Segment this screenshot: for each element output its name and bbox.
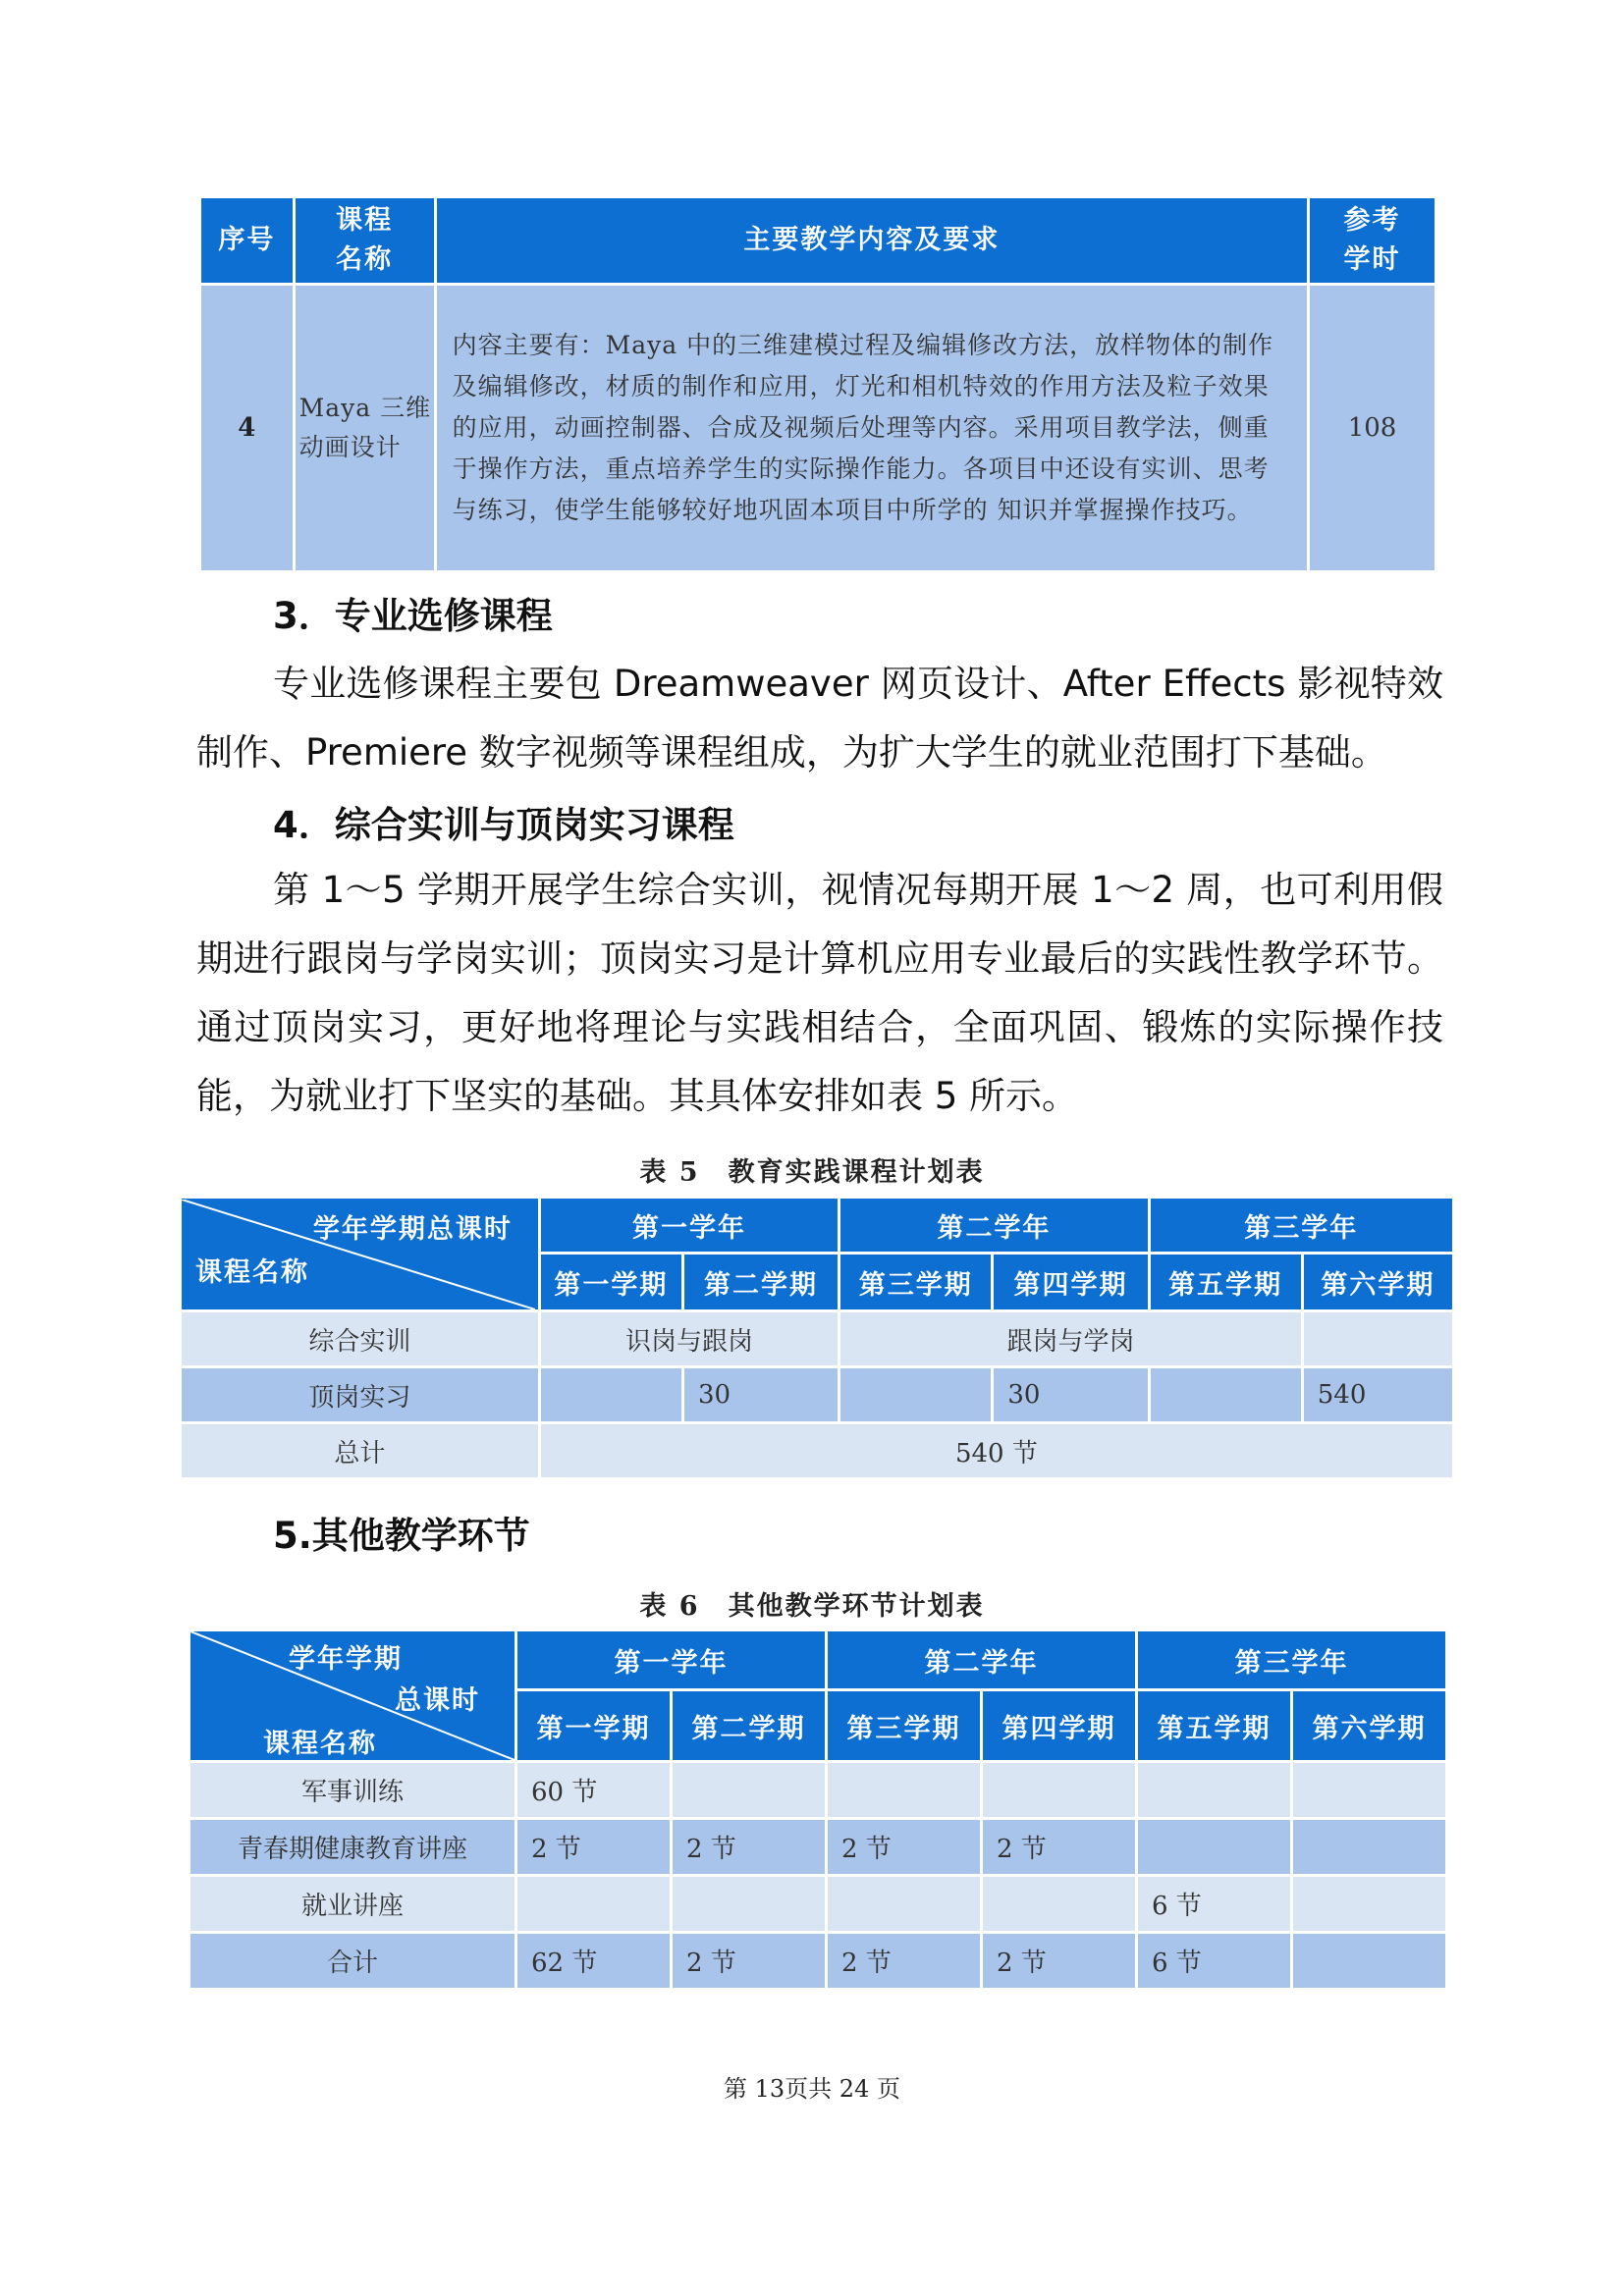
cell bbox=[1151, 1368, 1301, 1421]
table-6-caption: 表 6 其他教学环节计划表 bbox=[639, 1591, 985, 1622]
row-name: 就业讲座 bbox=[190, 1877, 514, 1931]
table-row bbox=[190, 1820, 1445, 1874]
term-4-header: 第四学期 bbox=[983, 1691, 1135, 1760]
corner-bottom-label: 课程名称 bbox=[195, 1256, 309, 1288]
term-1-header: 第一学期 bbox=[517, 1691, 670, 1760]
table-row bbox=[190, 1763, 1445, 1817]
cell: 识岗与跟岗 bbox=[541, 1312, 838, 1365]
row-name: 顶岗实习 bbox=[182, 1368, 538, 1421]
section-3-heading: 3．专业选修课程 bbox=[273, 595, 553, 637]
cell bbox=[1138, 1820, 1290, 1874]
cell: 2 节 bbox=[828, 1934, 980, 1988]
section-5-heading: 5.其他教学环节 bbox=[273, 1515, 530, 1557]
year-2-header: 第二学年 bbox=[840, 1199, 1147, 1252]
cell bbox=[1293, 1877, 1445, 1931]
row-name: 军事训练 bbox=[190, 1763, 514, 1817]
cell: 62 节 bbox=[517, 1934, 670, 1988]
corner-top-label: 学年学期 bbox=[289, 1644, 403, 1675]
cell bbox=[828, 1877, 980, 1931]
table-row bbox=[190, 1877, 1445, 1931]
section-4-paragraph: 第 1～5 学期开展学生综合实训，视情况每期开展 1～2 周，也可利用假期进行跟岗与学岗实训；顶岗实习是计算机应用专业最后的实践性教学环节。通过顶岗实习，更好地将理论与实践相结合，全面巩固、锻炼的实际操作技能，为就业打下坚实的基础。其具体安排如表 5 所示。 bbox=[196, 869, 1443, 1117]
corner-bottom-label: 课程名称 bbox=[263, 1729, 377, 1759]
year-3-header: 第三学年 bbox=[1151, 1199, 1452, 1252]
year-2-header: 第二学年 bbox=[828, 1631, 1135, 1688]
cell bbox=[541, 1368, 681, 1421]
header-course-name: 课程 名称 bbox=[296, 198, 434, 283]
table-row bbox=[190, 1934, 1445, 1988]
cell bbox=[1293, 1820, 1445, 1874]
cell bbox=[517, 1877, 670, 1931]
cell bbox=[983, 1877, 1135, 1931]
term-6-header: 第六学期 bbox=[1304, 1255, 1452, 1309]
cell: 540 bbox=[1304, 1368, 1452, 1421]
row-name: 青春期健康教育讲座 bbox=[190, 1820, 514, 1874]
table-row bbox=[182, 1368, 1452, 1421]
course-table bbox=[198, 195, 1437, 573]
cell: 540 节 bbox=[541, 1424, 1452, 1477]
header-hours: 参考 学时 bbox=[1310, 198, 1435, 283]
cell: 6 节 bbox=[1138, 1934, 1290, 1988]
cell bbox=[1138, 1763, 1290, 1817]
cell: 30 bbox=[994, 1368, 1147, 1421]
cell: 2 节 bbox=[983, 1934, 1135, 1988]
table-5-corner-header bbox=[182, 1199, 538, 1309]
row-description: 内容主要有：Maya 中的三维建模过程及编辑修改方法，放样物体的制作及编辑修改，材质的制作和应用，灯光和相机特效的作用方法及粒子效果的应用，动画控制器、合成及视频后处理等内容。采用项目教学法，侧重于操作方法，重点培养学生的实际操作能力。各项目中还设有实训、思考与练习，使学生能够较好地巩固本项目中所学的 知识并掌握操作技巧。 bbox=[437, 286, 1307, 570]
cell: 跟岗与学岗 bbox=[840, 1312, 1301, 1365]
table-row bbox=[182, 1424, 1452, 1477]
cell: 2 节 bbox=[673, 1934, 825, 1988]
table-row bbox=[182, 1312, 1452, 1365]
row-no: 4 bbox=[201, 286, 293, 570]
cell bbox=[828, 1763, 980, 1817]
row-name: 合计 bbox=[190, 1934, 514, 1988]
cell bbox=[840, 1368, 991, 1421]
row-course-name: Maya 三维 动画设计 bbox=[296, 286, 434, 570]
header-content: 主要教学内容及要求 bbox=[437, 198, 1307, 283]
cell: 2 节 bbox=[517, 1820, 670, 1874]
cell bbox=[673, 1877, 825, 1931]
other-plan-table bbox=[188, 1629, 1448, 1991]
header-no: 序号 bbox=[201, 198, 293, 283]
cell: 30 bbox=[684, 1368, 838, 1421]
row-name: 总计 bbox=[182, 1424, 538, 1477]
cell bbox=[1293, 1934, 1445, 1988]
term-5-header: 第五学期 bbox=[1138, 1691, 1290, 1760]
cell: 60 节 bbox=[517, 1763, 670, 1817]
table-6-corner-header bbox=[190, 1631, 514, 1760]
cell bbox=[673, 1763, 825, 1817]
corner-top-label: 学年学期总课时 bbox=[312, 1213, 513, 1245]
practice-plan-table bbox=[179, 1196, 1455, 1480]
term-5-header: 第五学期 bbox=[1151, 1255, 1301, 1309]
year-1-header: 第一学年 bbox=[517, 1631, 825, 1688]
term-2-header: 第二学期 bbox=[684, 1255, 838, 1309]
term-3-header: 第三学期 bbox=[840, 1255, 991, 1309]
cell: 6 节 bbox=[1138, 1877, 1290, 1931]
page-footer: 第 13页共 24 页 bbox=[724, 2075, 900, 2103]
cell: 2 节 bbox=[673, 1820, 825, 1874]
term-2-header: 第二学期 bbox=[673, 1691, 825, 1760]
cell bbox=[1293, 1763, 1445, 1817]
row-hours: 108 bbox=[1310, 286, 1435, 570]
corner-mid-label: 总课时 bbox=[395, 1685, 480, 1716]
year-1-header: 第一学年 bbox=[541, 1199, 838, 1252]
table-5-caption: 表 5 教育实践课程计划表 bbox=[639, 1157, 985, 1188]
row-name: 综合实训 bbox=[182, 1312, 538, 1365]
term-6-header: 第六学期 bbox=[1293, 1691, 1445, 1760]
term-1-header: 第一学期 bbox=[541, 1255, 681, 1309]
section-4-heading: 4．综合实训与顶岗实习课程 bbox=[273, 804, 734, 846]
cell: 2 节 bbox=[983, 1820, 1135, 1874]
cell: 2 节 bbox=[828, 1820, 980, 1874]
section-3-paragraph: 专业选修课程主要包 Dreamweaver 网页设计、After Effects 影视特效制作、Premiere 数字视频等课程组成，为扩大学生的就业范围打下基础。 bbox=[196, 663, 1443, 774]
year-3-header: 第三学年 bbox=[1138, 1631, 1445, 1688]
term-4-header: 第四学期 bbox=[994, 1255, 1147, 1309]
cell bbox=[1304, 1312, 1452, 1365]
term-3-header: 第三学期 bbox=[828, 1691, 980, 1760]
cell bbox=[983, 1763, 1135, 1817]
